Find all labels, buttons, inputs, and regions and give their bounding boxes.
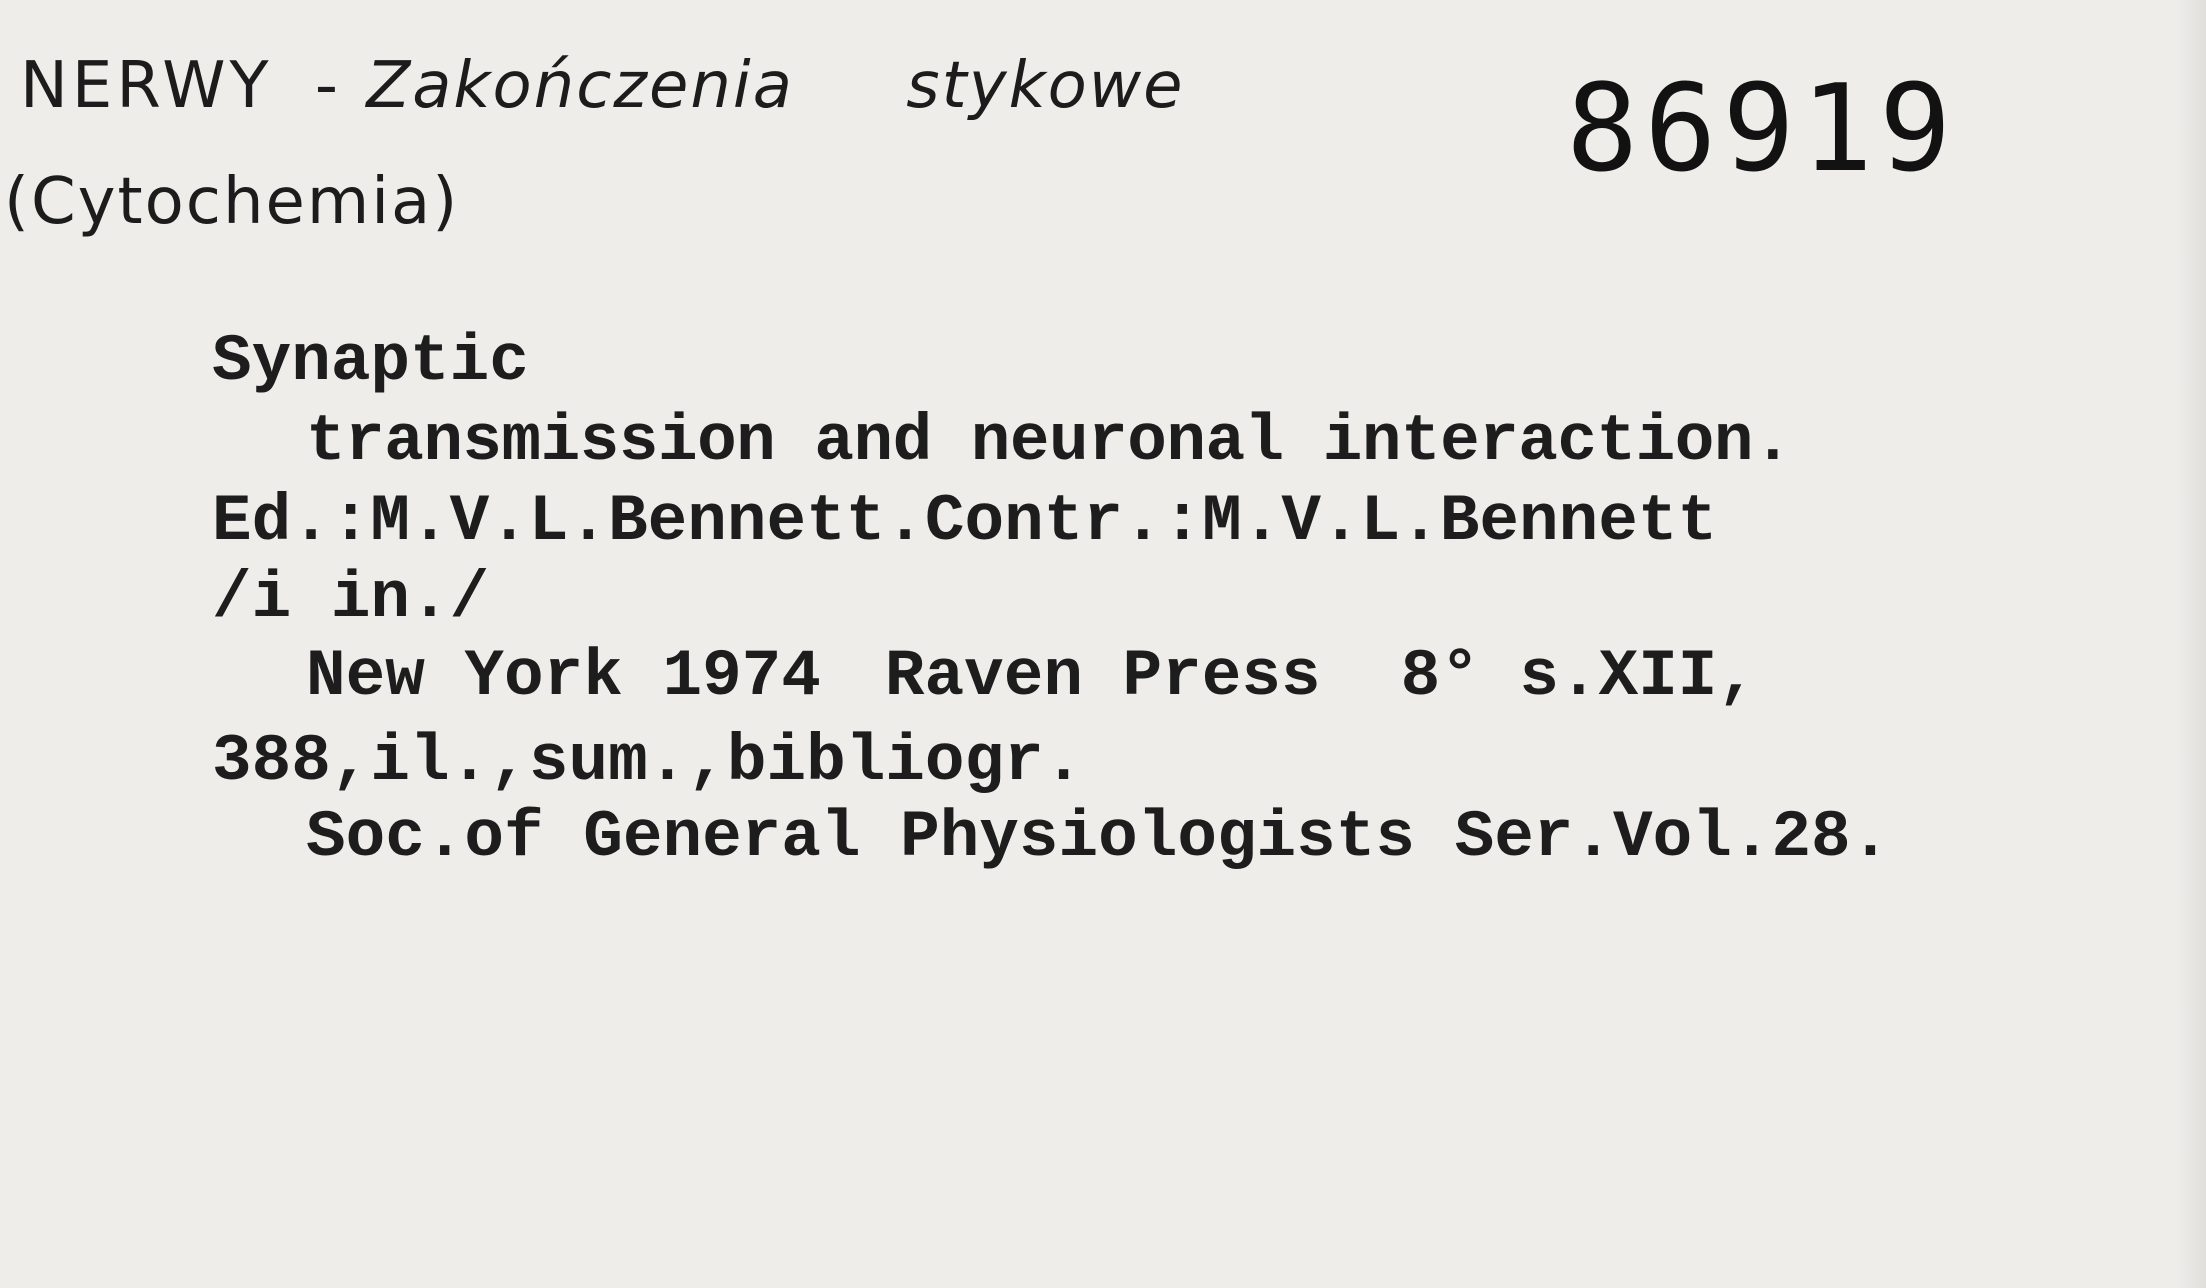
publisher: Raven Press [884, 639, 1321, 714]
responsibility-continuation: /i in./ [212, 561, 490, 636]
heading-qualifier: (Cytochemia) [4, 165, 460, 239]
heading-subdivision-1: Zakończenia [366, 49, 794, 123]
format-pages: 8° s.XII, [1400, 639, 1758, 714]
heading-subdivision-2: stykowe [906, 49, 1185, 123]
title-continuation: transmission and neuronal interaction. [306, 404, 1793, 479]
responsibility-statement: Ed.:M.V.L.Bennett.Contr.:M.V.L.Bennett [212, 484, 1718, 559]
accession-number: 86919 [1566, 60, 1958, 199]
imprint-line [306, 637, 1757, 717]
heading-separator: - [314, 49, 340, 123]
heading-subject: NERWY [20, 49, 273, 123]
subject-heading [20, 46, 1185, 126]
place-year: New York 1974 [306, 639, 821, 714]
series-line: Soc.of General Physiologists Ser.Vol.28. [306, 800, 1891, 875]
title-start: Synaptic [212, 324, 529, 399]
extent-line: 388,il.,sum.,bibliogr. [212, 724, 1084, 799]
